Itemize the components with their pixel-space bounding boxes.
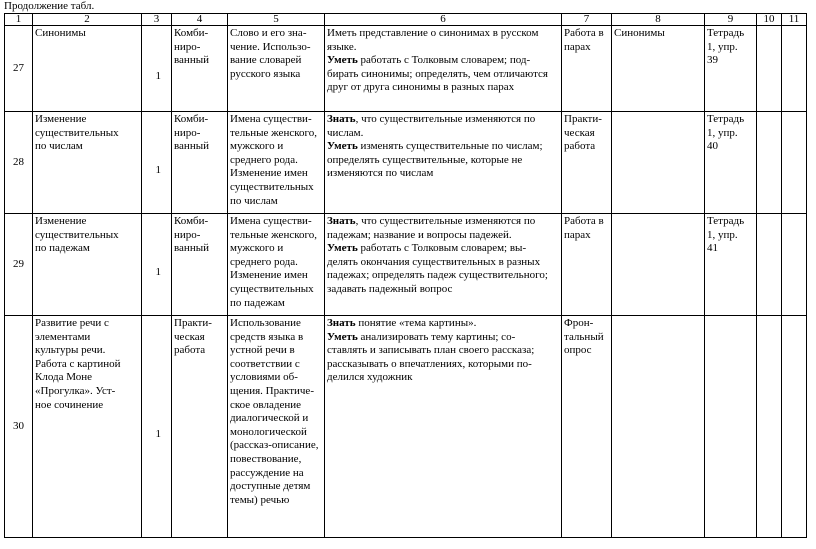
lesson-content: Имена существи- тельные женского, мужского и среднего рода. Изменение имен существительных по падежам: [228, 214, 325, 316]
requirement-can-text: работать с Толковым словарем; вы- делять окончания существительных в разных падежах; определять падеж существительного; задавать падежный вопрос: [327, 242, 548, 295]
lesson-type: Практи- ческая работа: [172, 316, 228, 538]
column-11-cell: [782, 112, 807, 214]
lesson-hours-value: 1: [155, 266, 161, 279]
lesson-content: Использование средств языка в устной речи в соответствии с условиями об- щения. Практиче- ское овладение диалогической и монологической (рассказ-описание, повествование, рассуждение на доступные детям темы) речью: [228, 316, 325, 538]
lesson-number: 28: [5, 112, 33, 214]
column-header: 9: [705, 14, 757, 26]
lesson-hours: [142, 26, 172, 112]
requirement-can-label: Уметь: [327, 242, 358, 255]
requirement-know-label: Знать: [327, 317, 356, 329]
column-header: 8: [612, 14, 705, 26]
column-header: 10: [757, 14, 782, 26]
lesson-requirements: [325, 214, 562, 316]
lesson-requirements: [325, 316, 562, 538]
column-10-cell: [757, 214, 782, 316]
requirement-know-text: понятие «тема картины».: [355, 317, 477, 329]
lesson-homework: Тетрадь 1, упр. 41: [705, 214, 757, 316]
lesson-requirements: [325, 26, 562, 112]
column-header: 5: [228, 14, 325, 26]
requirement-can-text: работать с Толковым словарем; под- бирать синонимы; определять, чем отличаются друг от друга синонимы в разных парах: [327, 54, 548, 94]
lesson-hours-value: 1: [155, 428, 161, 441]
lesson-vocabulary: [612, 112, 705, 214]
column-11-cell: [782, 26, 807, 112]
lesson-topic: Изменение существительных по числам: [33, 112, 142, 214]
requirement-can-label: Уметь: [327, 140, 358, 153]
lesson-topic: Синонимы: [33, 26, 142, 112]
table-continuation-caption: Продолжение табл.: [4, 0, 95, 12]
requirement-know-text: , что существительные изменяются по падежам; название и вопросы падежей.: [327, 215, 536, 241]
lesson-number: 29: [5, 214, 33, 316]
lesson-hours: [142, 112, 172, 214]
lesson-requirements: [325, 112, 562, 214]
requirement-can-label: Уметь: [327, 330, 358, 343]
lesson-homework: [705, 316, 757, 538]
column-10-cell: [757, 316, 782, 538]
column-number-header-row: [5, 14, 807, 26]
column-11-cell: [782, 214, 807, 316]
lesson-vocabulary: Синонимы: [612, 26, 705, 112]
lesson-control: Работа в парах: [562, 26, 612, 112]
lesson-vocabulary: [612, 214, 705, 316]
lesson-hours-value: 1: [155, 164, 161, 177]
column-header: 7: [562, 14, 612, 26]
column-10-cell: [757, 112, 782, 214]
requirement-know-label: Знать: [327, 215, 356, 227]
requirement-know-text: Иметь представление о синонимах в русском языке.: [327, 27, 539, 53]
requirement-can-text: изменять существительные по числам; определять существительные, которые не изменяются по числам: [327, 140, 543, 180]
column-10-cell: [757, 26, 782, 112]
lesson-type: Комби- ниро- ванный: [172, 26, 228, 112]
lesson-topic: Развитие речи с элементами культуры речи. Работа с картиной Клода Моне «Прогулка». Уст- ное сочинение: [33, 316, 142, 538]
table-row: [5, 214, 807, 316]
column-11-cell: [782, 316, 807, 538]
column-header: 11: [782, 14, 807, 26]
requirement-can-label: Уметь: [327, 54, 358, 67]
lesson-number: 30: [5, 316, 33, 538]
requirement-can-text: анализировать тему картины; со- ставлять и записывать план своего рассказа; рассказывать о впечатлениях, которыми по- делился художник: [327, 330, 535, 384]
lesson-hours: [142, 214, 172, 316]
table-row: [5, 316, 807, 538]
column-header: 1: [5, 14, 33, 26]
lesson-hours-value: 1: [155, 70, 161, 83]
lesson-topic: Изменение существительных по падежам: [33, 214, 142, 316]
column-header: 6: [325, 14, 562, 26]
lesson-control: Работа в парах: [562, 214, 612, 316]
lesson-vocabulary: [612, 316, 705, 538]
table-row: [5, 26, 807, 112]
lesson-type: Комби- ниро- ванный: [172, 112, 228, 214]
lesson-control: Фрон- тальный опрос: [562, 316, 612, 538]
requirement-know-label: Знать: [327, 113, 356, 125]
lesson-number: 27: [5, 26, 33, 112]
lesson-homework: Тетрадь 1, упр. 40: [705, 112, 757, 214]
column-header: 2: [33, 14, 142, 26]
lesson-homework: Тетрадь 1, упр. 39: [705, 26, 757, 112]
lesson-control: Практи- ческая работа: [562, 112, 612, 214]
lesson-type: Комби- ниро- ванный: [172, 214, 228, 316]
lesson-plan-table: [4, 13, 807, 538]
column-header: 3: [142, 14, 172, 26]
lesson-hours: [142, 316, 172, 538]
lesson-content: Слово и его зна- чение. Использо- вание словарей русского языка: [228, 26, 325, 112]
column-header: 4: [172, 14, 228, 26]
requirement-know-text: , что существительные изменяются по числам.: [327, 113, 536, 139]
lesson-content: Имена существи- тельные женского, мужского и среднего рода. Изменение имен существительных по числам: [228, 112, 325, 214]
table-row: [5, 112, 807, 214]
